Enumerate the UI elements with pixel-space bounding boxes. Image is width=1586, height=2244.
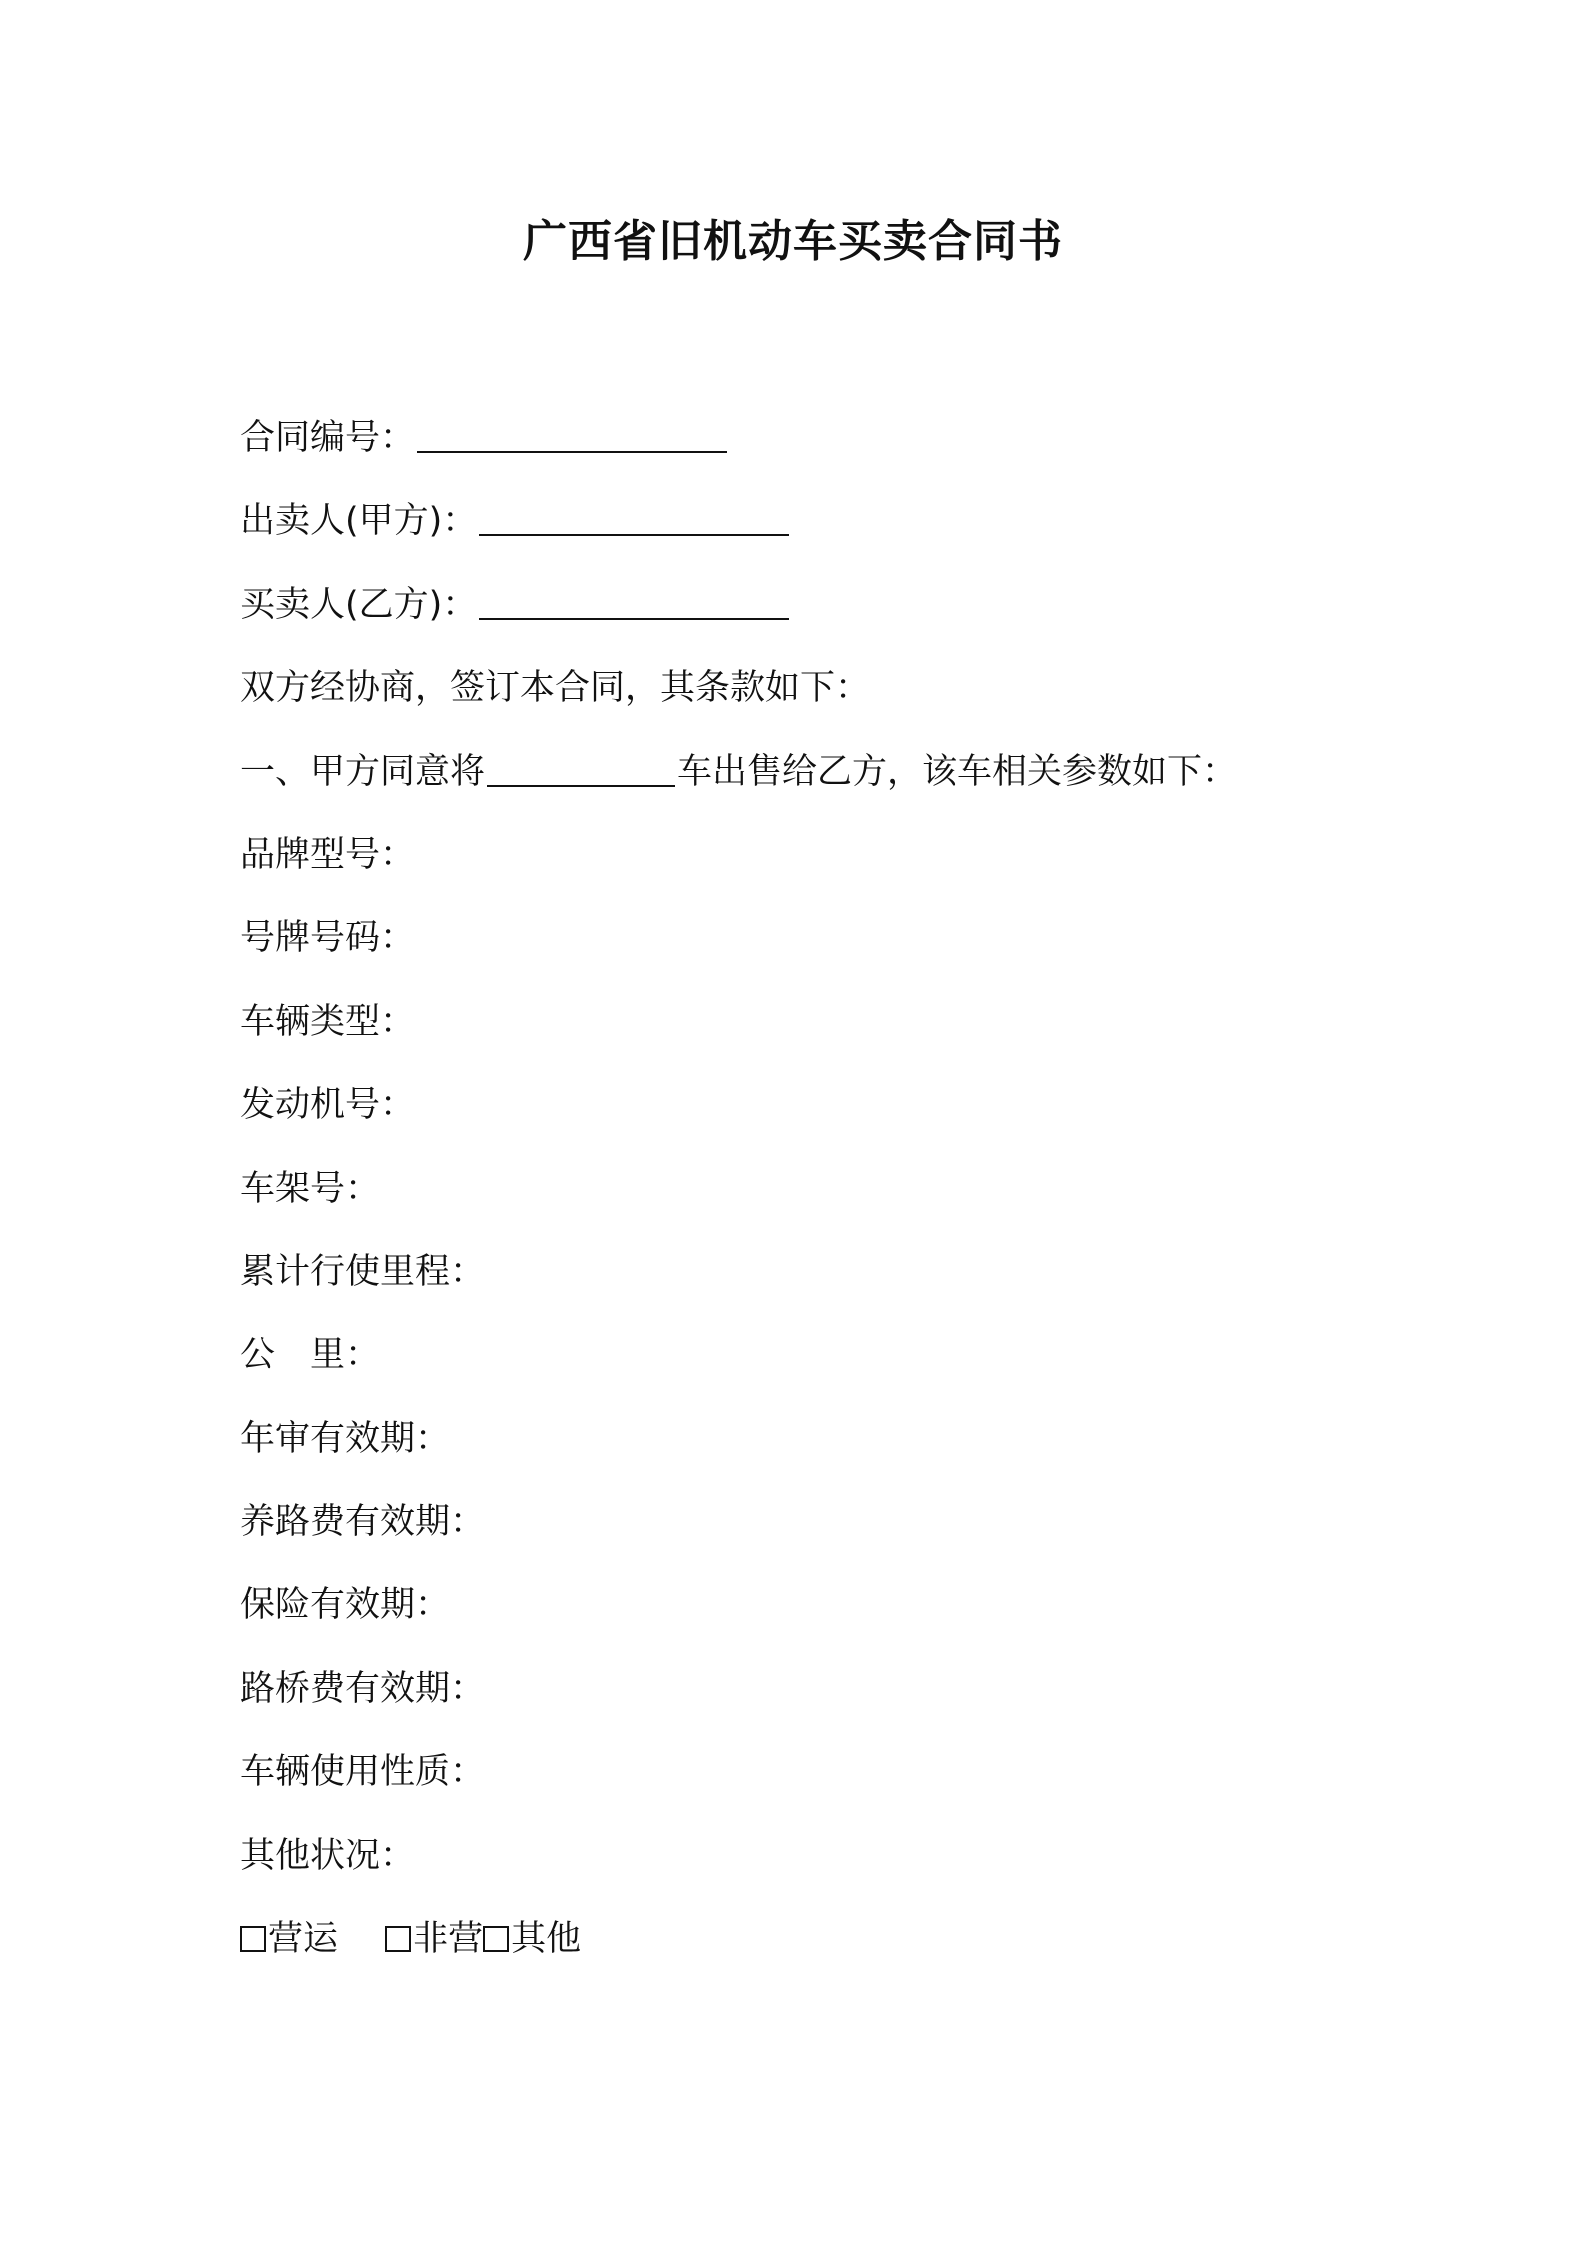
usage-options-line [240, 1909, 1390, 1992]
option-non-commercial[interactable] [385, 1909, 483, 1969]
field-usage-nature: 车辆使用性质： [240, 1752, 486, 1793]
checkbox-other[interactable] [483, 1926, 509, 1952]
field-road-fee-validity: 养路费有效期： [240, 1502, 486, 1543]
seller-line [240, 491, 1390, 574]
contract-number-blank[interactable] [417, 411, 727, 453]
field-inspection-validity: 年审有效期： [240, 1418, 451, 1459]
buyer-label: 买卖人(乙方)： [240, 584, 478, 625]
contract-body [240, 408, 1390, 1992]
buyer-line [240, 575, 1390, 658]
field-frame-number: 车架号： [240, 1168, 381, 1209]
intro-line: 双方经协商，签订本合同，其条款如下： [240, 668, 871, 709]
contract-number-line [240, 408, 1390, 491]
seller-blank[interactable] [479, 494, 789, 536]
document-title: 广西省旧机动车买卖合同书 [523, 216, 1063, 267]
option-other-label: 其他 [511, 1919, 582, 1960]
field-toll-fee-validity: 路桥费有效期： [240, 1668, 486, 1709]
buyer-blank[interactable] [479, 578, 789, 620]
option-commercial-label: 营运 [268, 1919, 339, 1960]
field-kilometers: 公 里： [240, 1335, 381, 1376]
option-other[interactable] [483, 1909, 581, 1969]
checkbox-commercial[interactable] [240, 1926, 266, 1952]
field-insurance-validity: 保险有效期： [240, 1585, 451, 1626]
field-plate-number: 号牌号码： [240, 918, 416, 959]
field-engine-number: 发动机号： [240, 1085, 416, 1126]
seller-label: 出卖人(甲方)： [240, 501, 478, 542]
checkbox-non-commercial[interactable] [385, 1926, 411, 1952]
field-vehicle-type: 车辆类型： [240, 1001, 416, 1042]
field-other-conditions: 其他状况： [240, 1835, 416, 1876]
vehicle-blank[interactable] [487, 745, 675, 787]
clause-1-before: 一、甲方同意将 [240, 751, 486, 792]
option-non-commercial-label: 非营 [413, 1919, 484, 1960]
clause-1-line [240, 742, 1390, 825]
clause-1-after: 车出售给乙方，该车相关参数如下： [677, 751, 1238, 792]
field-mileage: 累计行使里程： [240, 1251, 486, 1292]
field-brand-model: 品牌型号： [240, 834, 416, 875]
contract-number-label: 合同编号： [240, 418, 416, 458]
option-commercial[interactable] [240, 1909, 338, 1969]
